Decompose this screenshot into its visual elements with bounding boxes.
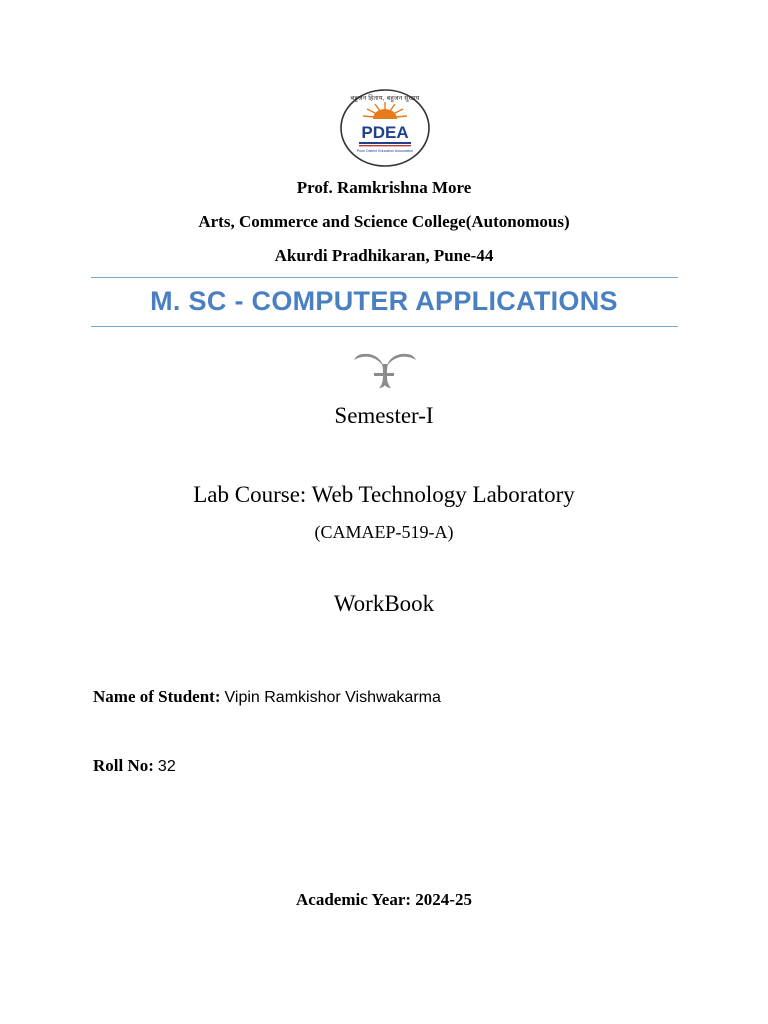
academic-year: Academic Year: 2024-25 — [296, 890, 472, 909]
bottom-divider — [91, 326, 678, 327]
student-name-label: Name of Student: — [93, 687, 221, 706]
course-code: (CAMAEP-519-A) — [314, 522, 454, 542]
semester: Semester-I — [334, 403, 434, 428]
college-address: Akurdi Pradhikaran, Pune-44 — [274, 246, 494, 265]
college-name-line2: Arts, Commerce and Science College(Autonomous) — [198, 212, 570, 231]
logo-acronym: PDEA — [361, 123, 409, 142]
roll-number-value: 32 — [157, 758, 176, 775]
roll-number-row — [93, 756, 176, 776]
top-divider — [91, 277, 678, 278]
logo-full-name: Pune District Education Association — [356, 149, 414, 153]
pdea-logo — [339, 88, 431, 168]
program-title: M. SC - COMPUTER APPLICATIONS — [150, 286, 618, 316]
college-name-line1: Prof. Ramkrishna More — [296, 178, 472, 197]
logo-motto: बहुजन हिताय, बहुजन सुखाय — [350, 94, 420, 102]
fleuron-ornament-icon — [350, 352, 420, 392]
student-name-row — [93, 687, 441, 707]
lab-course-title: Lab Course: Web Technology Laboratory — [193, 482, 575, 507]
document-type: WorkBook — [333, 591, 435, 616]
roll-number-label: Roll No: — [93, 756, 154, 775]
student-name-value: Vipin Ramkishor Vishwakarma — [224, 689, 441, 706]
